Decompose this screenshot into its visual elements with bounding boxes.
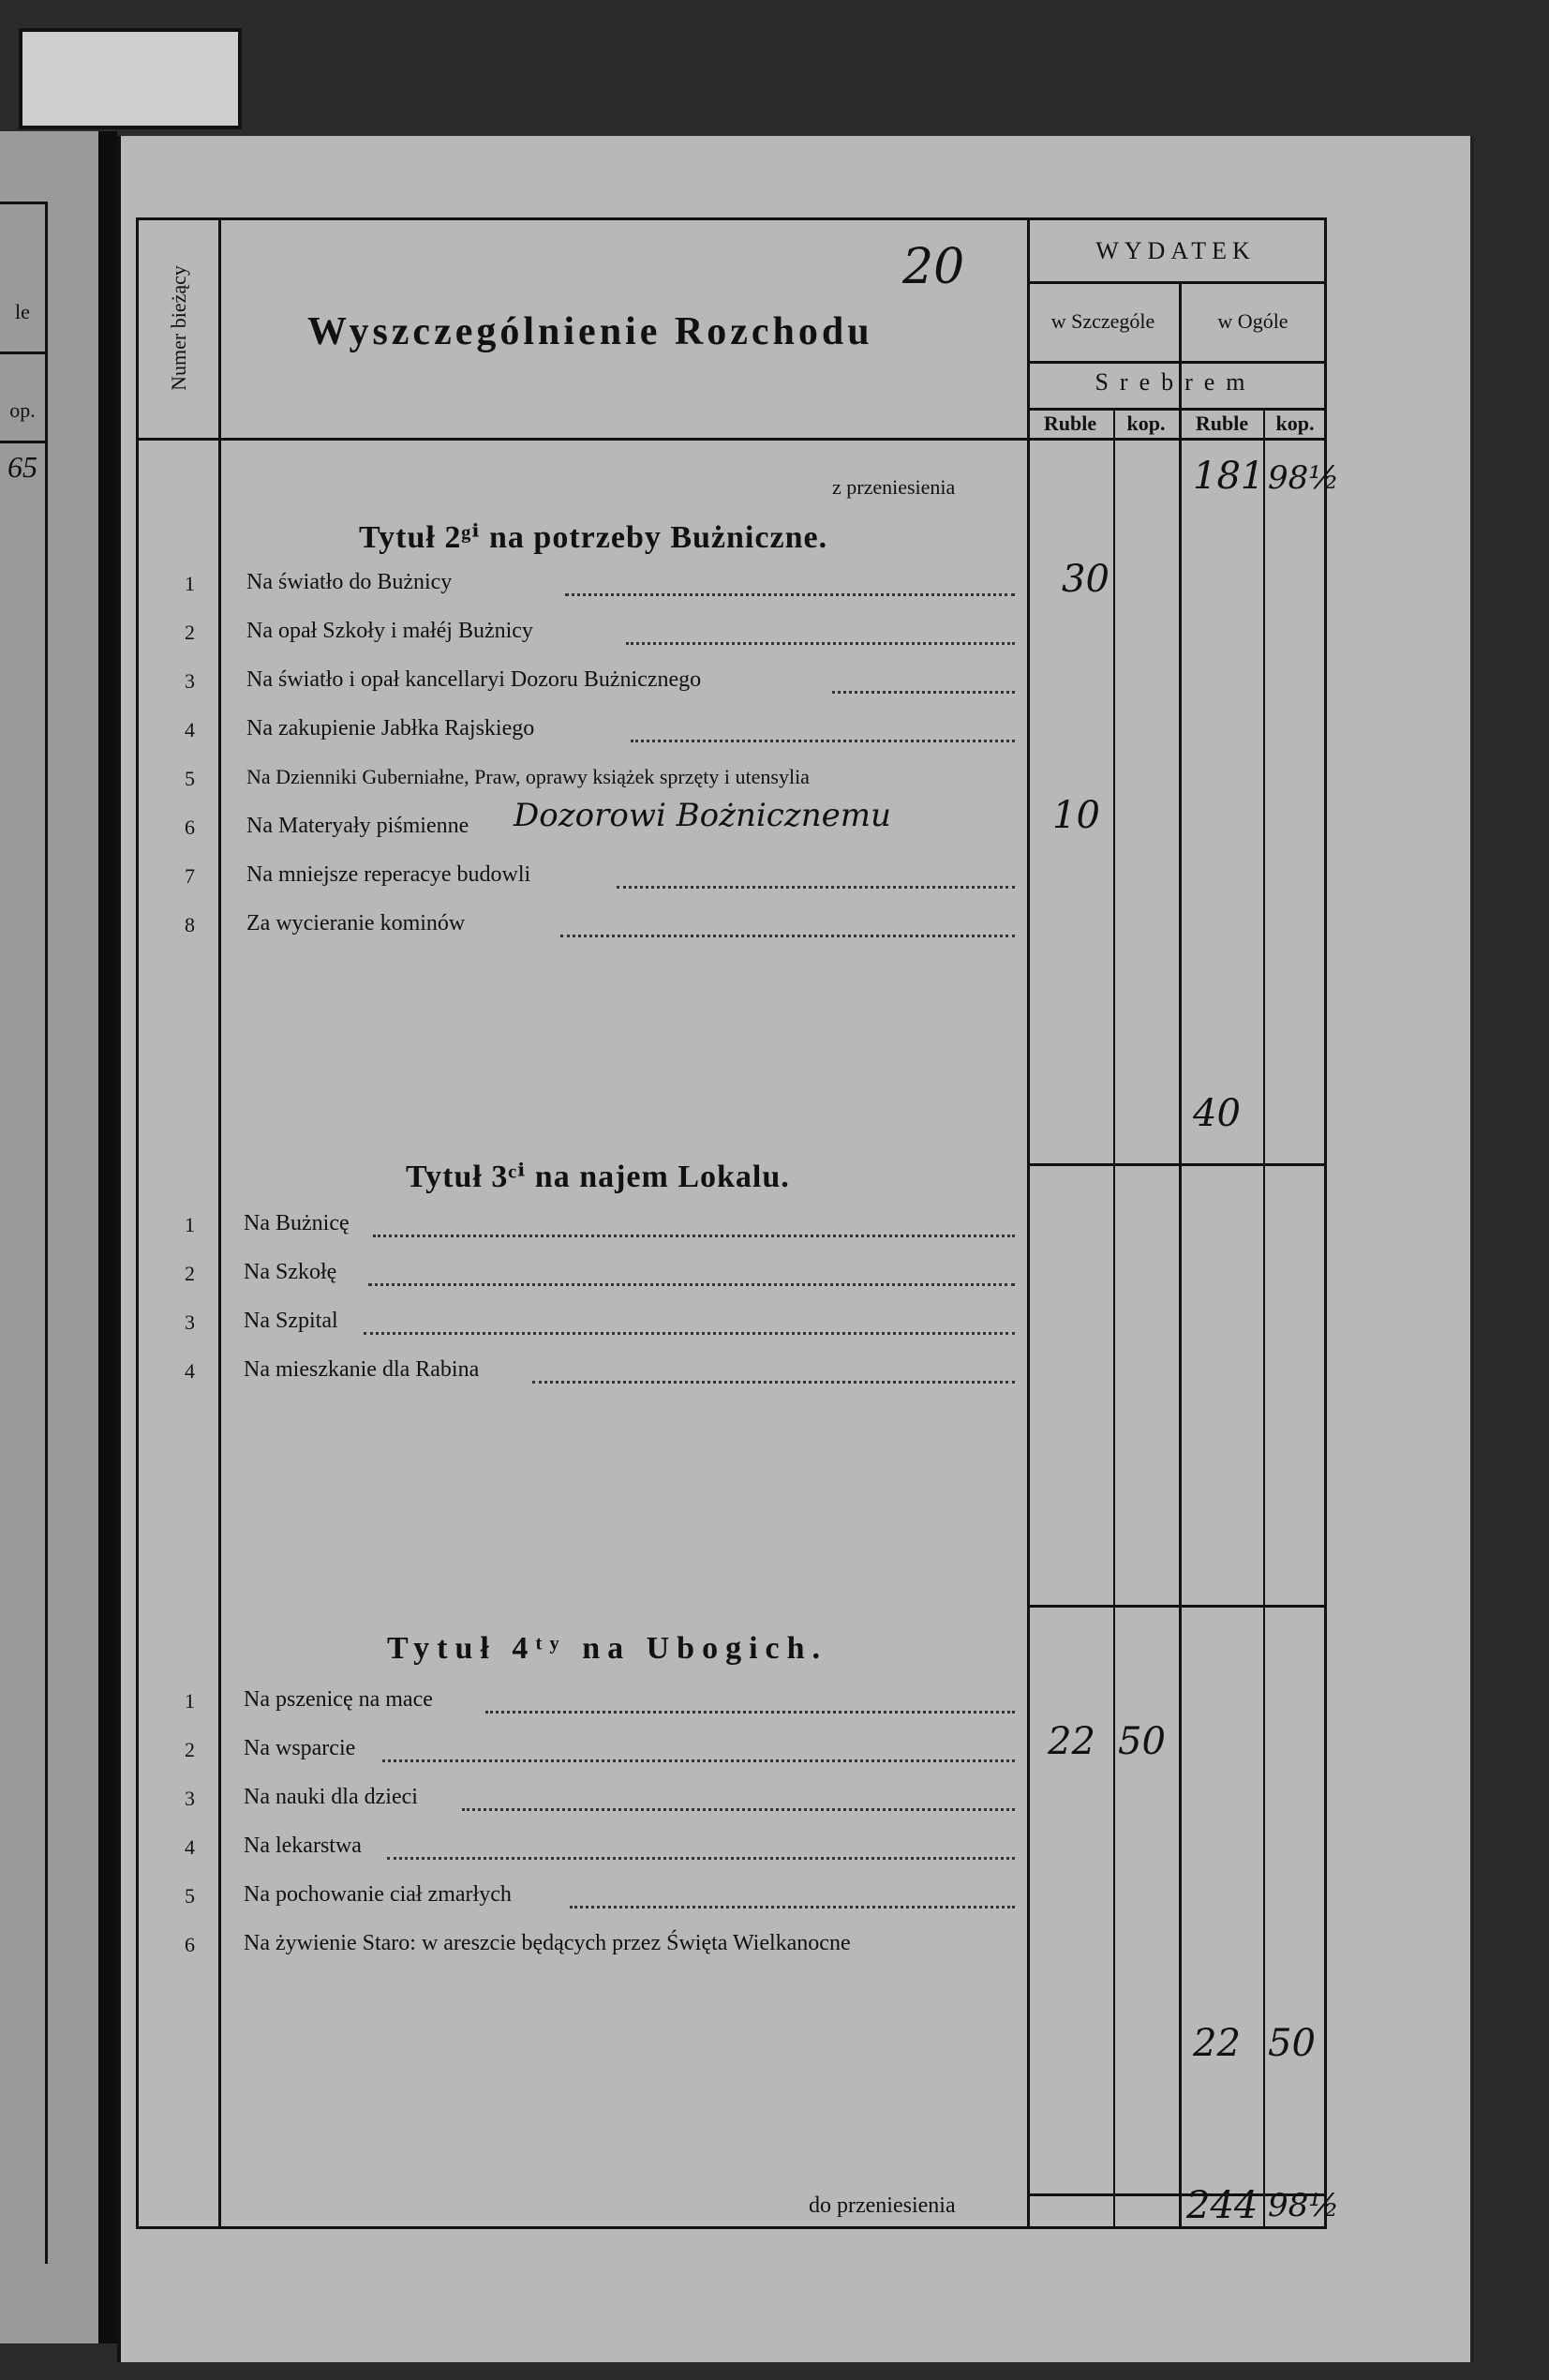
row-number: 3 xyxy=(185,669,195,693)
row-number: 8 xyxy=(185,913,195,936)
row-number: 5 xyxy=(185,1884,195,1908)
header-wydatek: WYDATEK xyxy=(1095,237,1256,264)
ledger-table xyxy=(136,217,1340,2229)
section-4-total-ruble: 22 xyxy=(1193,2022,1241,2065)
row-label: Na zakupienie Jabłka Rajskiego xyxy=(246,716,535,741)
row-kop-value: 50 xyxy=(1118,1720,1166,1763)
row-number: 4 xyxy=(185,1835,195,1859)
row-label: Na nauki dla dzieci xyxy=(244,1785,418,1809)
row-ruble-value: 10 xyxy=(1052,794,1100,837)
carry-in-label: z przeniesienia xyxy=(832,475,956,499)
header-w-ogole: w Ogóle xyxy=(1217,309,1288,333)
header-kop-1: kop. xyxy=(1126,412,1166,435)
page-number: 20 xyxy=(902,239,965,295)
carry-out-kop: 98½ xyxy=(1268,2187,1340,2224)
row-label: Na światło i opał kancellaryi Dozoru Bużnicznego xyxy=(246,667,702,692)
header-kop-2: kop. xyxy=(1275,412,1315,435)
row-number: 4 xyxy=(185,718,195,741)
row-number: 6 xyxy=(185,816,195,839)
section-title-4: Tytuł 4ᵗʸ na Ubogich. xyxy=(387,1631,828,1666)
section-2-total-ruble: 40 xyxy=(1193,1092,1241,1135)
carry-out-ruble: 244 xyxy=(1186,2184,1259,2227)
left-facing-page xyxy=(0,131,101,2343)
carry-in-ruble: 181 xyxy=(1193,455,1265,498)
book-spine xyxy=(98,131,117,2343)
row-number: 3 xyxy=(185,1787,195,1810)
row-number: 6 xyxy=(185,1933,195,1956)
row-number: 1 xyxy=(185,1213,195,1236)
row-label: Na Dzienniki Guberniałne, Praw, oprawy książek sprzęty i utensylia xyxy=(246,765,810,788)
row-number: 1 xyxy=(185,572,195,595)
row-label: Na lekarstwa xyxy=(244,1834,362,1858)
left-page-hand-fragment: 65 xyxy=(7,450,37,484)
header-number-column: Numer bieżący xyxy=(167,265,191,391)
row-number: 7 xyxy=(185,864,195,888)
row-label: Na Materyały piśmienne xyxy=(246,814,469,838)
row-ruble-value: 22 xyxy=(1048,1720,1095,1763)
section-title-3: Tytuł 3ᶜⁱ na najem Lokalu. xyxy=(406,1160,790,1194)
row-number: 4 xyxy=(185,1359,195,1383)
row-number: 2 xyxy=(185,621,195,644)
row-label: Na opał Szkoły i małéj Bużnicy xyxy=(246,619,533,643)
handwritten-note: Dozorowi Bożnicznemu xyxy=(514,797,891,834)
row-number: 1 xyxy=(185,1689,195,1713)
row-label: Za wycieranie kominów xyxy=(246,911,466,936)
header-srebrem: Srebrem xyxy=(1095,368,1257,396)
row-label: Na Szpital xyxy=(244,1309,338,1333)
row-number: 5 xyxy=(185,767,195,790)
carry-in-kop: 98½ xyxy=(1268,459,1340,497)
row-label: Na światło do Bużnicy xyxy=(246,570,453,594)
binder-clip xyxy=(19,28,242,129)
row-label: Na mniejsze reperacye budowli xyxy=(246,862,531,887)
row-label: Na Bużnicę xyxy=(244,1211,350,1235)
section-4-total-kop: 50 xyxy=(1268,2022,1316,2065)
row-label: Na pszenicę na mace xyxy=(244,1687,433,1712)
row-label: Na wsparcie xyxy=(244,1736,356,1760)
header-ruble-1: Ruble xyxy=(1043,412,1097,435)
row-number: 2 xyxy=(185,1262,195,1285)
section-title-2: Tytuł 2ᵍⁱ na potrzeby Bużniczne. xyxy=(359,520,828,555)
row-label: Na pochowanie ciał zmarłych xyxy=(244,1882,512,1907)
left-page-sub-fragment: op. xyxy=(9,398,36,422)
header-w-szczegole: w Szczególe xyxy=(1050,309,1155,333)
carry-out-label: do przeniesienia xyxy=(809,2193,956,2218)
row-label: Na żywienie Staro: w areszcie będących przez Święta Wielkanocne xyxy=(244,1931,851,1955)
header-ruble-2: Ruble xyxy=(1195,412,1249,435)
row-number: 2 xyxy=(185,1738,195,1761)
row-label: Na Szkołę xyxy=(244,1260,337,1284)
row-ruble-value: 30 xyxy=(1062,558,1110,601)
row-label: Na mieszkanie dla Rabina xyxy=(244,1357,480,1382)
row-number: 3 xyxy=(185,1310,195,1334)
left-page-header-fragment: le xyxy=(15,300,30,323)
page-title: Wyszczególnienie Rozchodu xyxy=(307,310,873,353)
